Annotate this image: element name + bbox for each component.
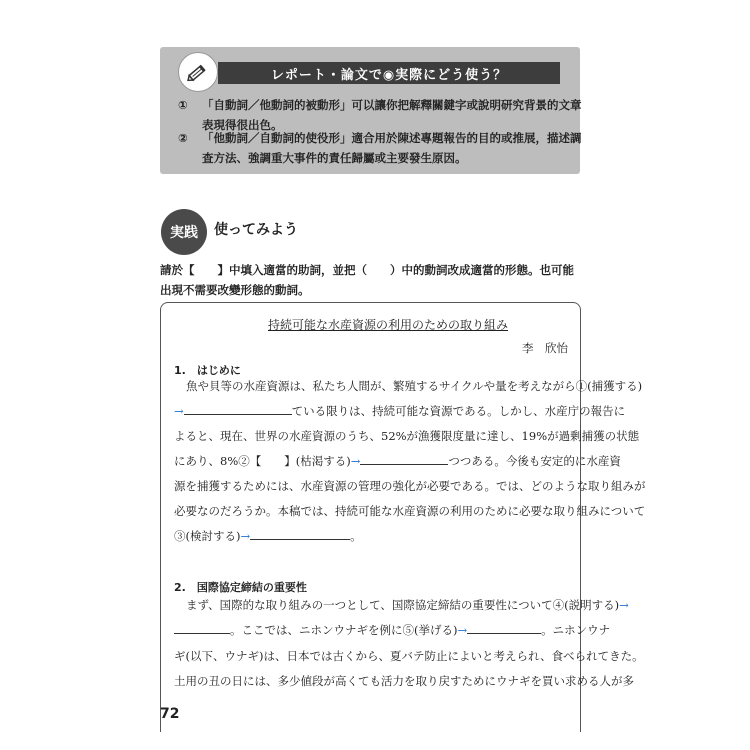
article-line: 。 <box>350 529 362 543</box>
tip-item-text: 「他動詞／自動詞的使役形」適合用於陳述專題報告的目的或推展，描述調查方法、強調重大事件的責任歸屬或主要發生原因。 <box>202 131 582 165</box>
answer-blank[interactable] <box>360 453 448 465</box>
tip-title: レポート・論文で◉実際にどう使う？ <box>218 62 560 84</box>
article-title: 持続可能な水産資源の利用のための取り組み <box>268 318 509 332</box>
article-line: 。ここでは、ニホンウナギを例に⑤(挙げる) <box>230 623 458 637</box>
tip-item-number: ① <box>178 98 188 112</box>
article-line: ている限りは、持続可能な資源である。しかし、水産庁の報告に <box>291 404 626 418</box>
arrow-icon: → <box>350 454 361 468</box>
tip-item-number: ② <box>178 131 188 145</box>
article-line: ギ(以下、ウナギ)は、日本では古くから、夏バテ防止によいと考えられ、食べられてきた。 <box>174 649 644 663</box>
article-line-8 <box>174 528 362 544</box>
article-line: つつある。今後も安定的に水産資 <box>448 454 621 468</box>
article-line: 土用の丑の日には、多少値段が高くても活力を取り戻すためにウナギを買い求める人が多 <box>174 674 634 688</box>
instruction-text: 請於【 】中填入適當的助詞，並把（ ）中的動詞改成適當的形態。也可能出現不需要改變形態的動詞。 <box>160 263 574 297</box>
section-heading: 2. 国際協定締結の重要性 <box>174 581 307 594</box>
pencil-icon <box>178 52 218 92</box>
article-line-2 <box>174 403 625 419</box>
answer-blank[interactable] <box>467 622 541 634</box>
section-heading: 1. はじめに <box>174 364 241 377</box>
arrow-icon: → <box>457 623 468 637</box>
answer-blank[interactable] <box>174 622 230 634</box>
arrow-icon: → <box>240 529 251 543</box>
article-line: にあり、8%②【 】(枯渇する) <box>174 454 351 468</box>
answer-blank[interactable] <box>250 528 350 540</box>
arrow-icon: → <box>174 404 184 418</box>
practice-title: 使ってみよう <box>214 222 298 238</box>
article-line: 必要なのだろうか。本稿では、持続可能な水産資源の利用のために必要な取り組みについて <box>174 504 646 518</box>
article-line: 魚や貝等の水産資源は、私たち人間が、繁殖するサイクルや量を考えながら①(捕獲する) <box>186 379 643 393</box>
article-line: ③(検討する) <box>174 529 241 543</box>
article-line: 源を捕獲するためには、水産資源の管理の強化が必要である。では、どのような取り組みが <box>174 479 646 493</box>
arrow-icon: → <box>619 598 629 612</box>
tip-item-text: 「自動詞／他動詞的被動形」可以讓你把解釋關鍵字或說明研究背景的文章表現得很出色。 <box>202 98 582 132</box>
page-number: 72 <box>160 706 180 722</box>
article-line-4 <box>174 453 621 469</box>
article-line-9 <box>186 597 629 613</box>
article-line: 。ニホンウナ <box>541 623 611 637</box>
practice-badge: 実践 <box>161 209 207 255</box>
article-line: よると、現在、世界の水産資源のうち、52%が漁獲限度量に達し、19%が過剰捕獲の状態 <box>174 429 640 443</box>
answer-blank[interactable] <box>184 403 292 415</box>
article-line: まず、国際的な取り組みの一つとして、国際協定締結の重要性について④(説明する) <box>186 598 620 612</box>
article-author: 李 欣怡 <box>522 341 568 355</box>
article-line-10 <box>174 622 610 638</box>
